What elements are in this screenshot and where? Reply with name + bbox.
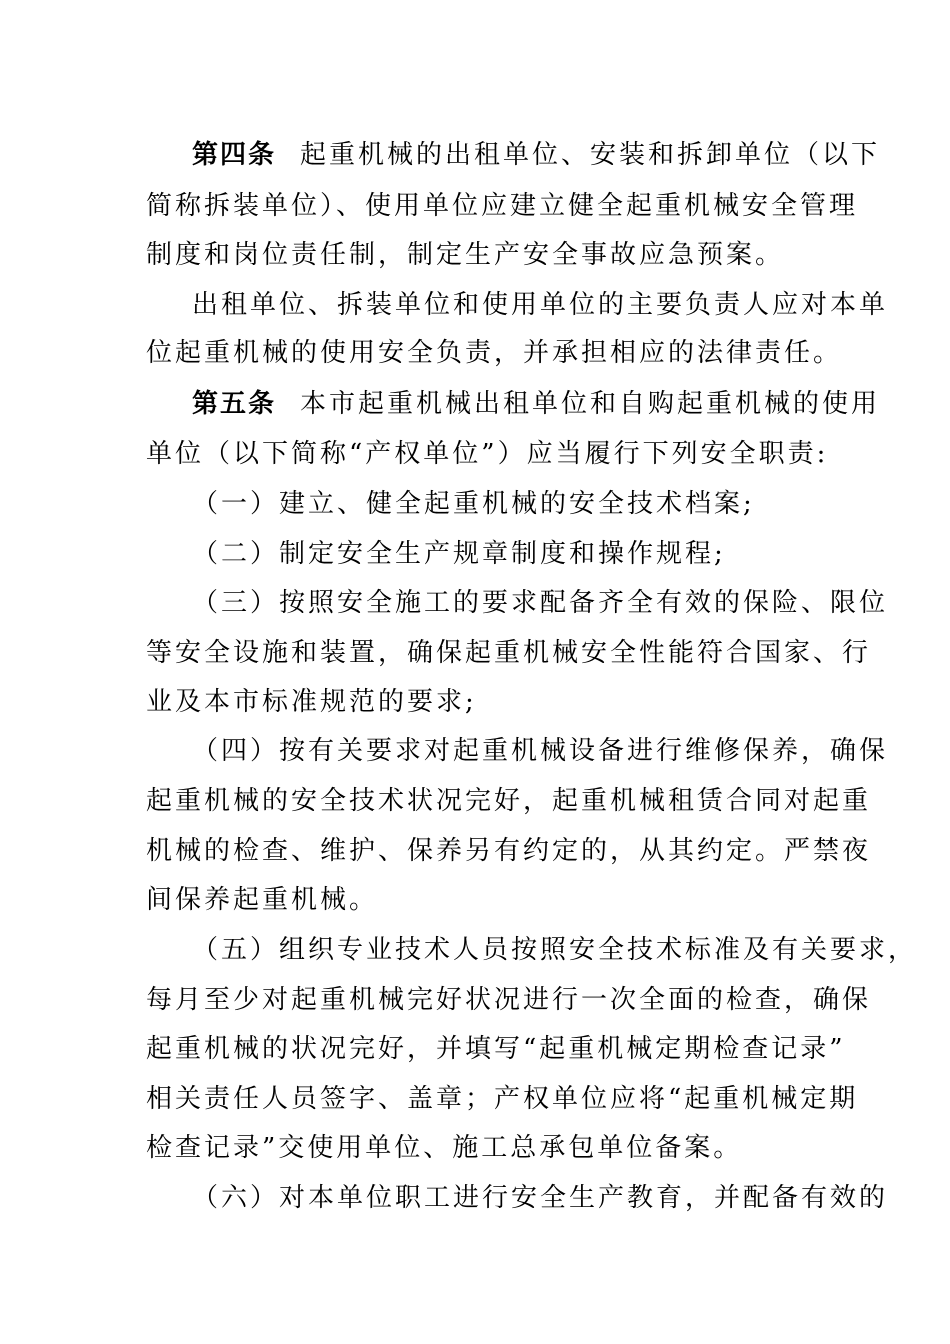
article-5-line-2: 单位（以下简称“产权单位”）应当履行下列安全职责: — [146, 439, 829, 469]
article-4-para-2-line-2: 位起重机械的使用安全负责，并承担相应的法律责任。 — [146, 338, 843, 368]
article-4-line-1 — [0, 135, 950, 175]
article-5-heading: 第五条 — [192, 389, 277, 419]
article-4-text: 起重机械的出租单位、安装和拆卸单位（以下 — [300, 140, 881, 170]
item-4-line-4: 间保养起重机械。 — [146, 885, 379, 915]
item-3-line-3: 业及本市标准规范的要求; — [146, 687, 477, 717]
item-4-line-1: （四）按有关要求对起重机械设备进行维修保养，确保 — [192, 736, 889, 766]
item-5-line-3: 起重机械的状况完好，并填写“起重机械定期检查记录” — [146, 1034, 846, 1064]
item-5-line-1: （五）组织专业技术人员按照安全技术标准及有关要求， — [192, 935, 918, 965]
item-4-line-3: 机械的检查、维护、保养另有约定的，从其约定。严禁夜 — [146, 836, 872, 866]
article-4-para-2-line-1: 出租单位、拆装单位和使用单位的主要负责人应对本单 — [192, 290, 889, 320]
item-3-line-2: 等安全设施和装置，确保起重机械安全性能符合国家、行 — [146, 638, 872, 668]
article-4-line-3: 制度和岗位责任制，制定生产安全事故应急预案。 — [146, 240, 785, 270]
item-6-line-1: （六）对本单位职工进行安全生产教育，并配备有效的 — [192, 1183, 889, 1213]
article-4-line-2: 简称拆装单位）、使用单位应建立健全起重机械安全管理 — [146, 191, 859, 221]
item-4-line-2: 起重机械的安全技术状况完好，起重机械租赁合同对起重 — [146, 786, 872, 816]
item-1: （一）建立、健全起重机械的安全技术档案; — [192, 489, 755, 519]
item-2: （二）制定安全生产规章制度和操作规程; — [192, 539, 726, 569]
item-5-line-5: 检查记录”交使用单位、施工总承包单位备案。 — [146, 1133, 743, 1163]
article-5-line-1 — [0, 384, 950, 424]
item-5-line-4: 相关责任人员签字、盖章；产权单位应将“起重机械定期 — [146, 1084, 859, 1114]
article-5-text: 本市起重机械出租单位和自购起重机械的使用 — [300, 389, 881, 419]
article-4-heading: 第四条 — [192, 140, 277, 170]
item-3-line-1: （三）按照安全施工的要求配备齐全有效的保险、限位 — [192, 588, 889, 618]
item-5-line-2: 每月至少对起重机械完好状况进行一次全面的检查，确保 — [146, 985, 872, 1015]
